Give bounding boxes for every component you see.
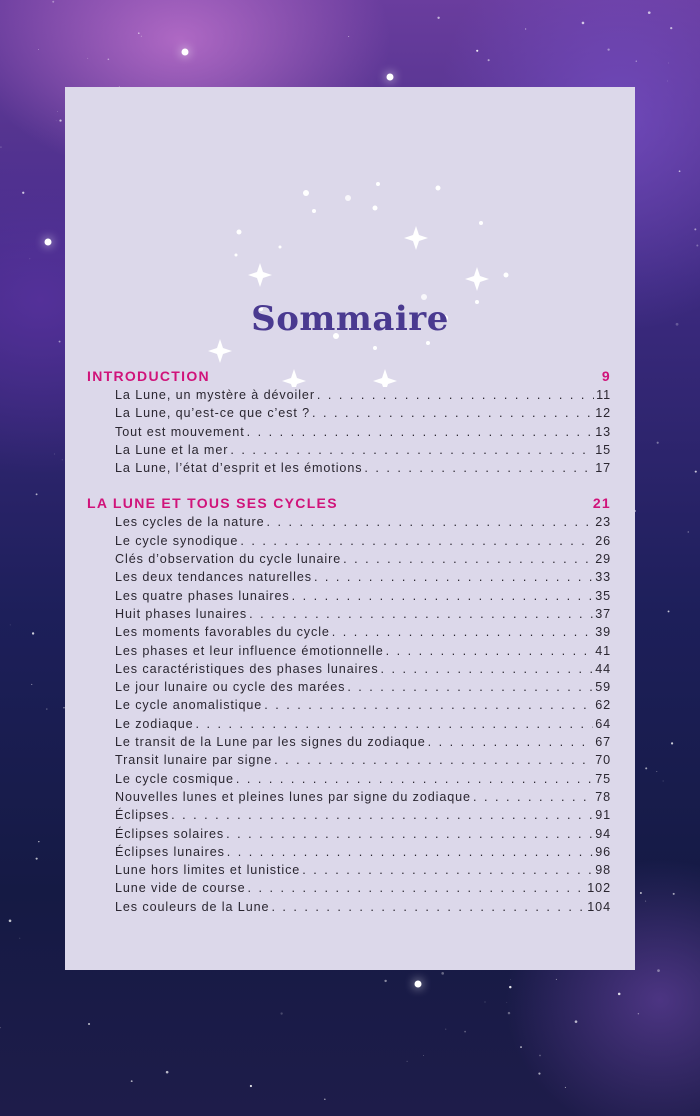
toc-entry [115,423,611,441]
entry-label: Le transit de la Lune par les signes du zodiaque [115,735,426,750]
dot-leader [230,441,593,459]
star [509,986,511,988]
entry-label: Éclipses [115,808,170,823]
entry-page: 94 [595,826,611,841]
star [636,61,637,62]
star [348,36,349,37]
entry-page: 62 [595,698,611,713]
star [668,63,669,64]
star [506,1002,507,1003]
dot-leader [347,678,593,696]
star [141,36,142,37]
toc-entry [115,770,611,788]
star [510,979,511,980]
entry-label: La Lune et la mer [115,442,229,457]
entry-page: 39 [595,625,611,640]
dot-leader [302,861,593,879]
toc-entry [115,788,611,806]
star [324,1098,326,1100]
entry-page: 75 [595,771,611,786]
toc-entry [115,898,611,916]
dot-leader [264,696,593,714]
star [36,493,38,495]
toc-entry [115,386,611,404]
toc-entry [115,532,611,550]
star [87,58,88,59]
entry-label: Le cycle anomalistique [115,698,263,713]
entry-page: 78 [595,789,611,804]
star [476,50,478,52]
entry-label: Le cycle cosmique [115,771,234,786]
star [62,459,63,460]
entry-label: Huit phases lunaires [115,606,248,621]
entry-label: Éclipses lunaires [115,844,225,859]
toc-entry [115,825,611,843]
bright-star [182,49,189,56]
star [668,610,670,612]
star [29,258,30,259]
star [280,1012,282,1014]
section-title: INTRODUCTION [87,368,210,384]
dot-leader [364,459,593,477]
star [36,858,38,860]
star [88,1023,90,1025]
dot-leader [312,404,593,422]
sparkle-icon [404,226,428,250]
star [508,1012,510,1014]
entry-page: 64 [595,716,611,731]
entry-label: Le cycle synodique [115,533,239,548]
star [406,1061,407,1062]
star [538,1073,540,1075]
entry-page: 70 [595,753,611,768]
entry-label: La Lune, l’état d’esprit et les émotions [115,461,363,476]
dot-leader [386,642,594,660]
star [645,767,647,769]
dot-leader [473,788,593,806]
toc-entry [115,678,611,696]
entry-page: 12 [595,406,611,421]
entry-label: Tout est mouvement [115,424,245,439]
toc-entry [115,879,611,897]
section-page: 21 [592,495,611,512]
dot-leader [196,715,594,733]
entry-page: 91 [595,808,611,823]
star [565,1087,566,1088]
entry-page: 11 [596,388,611,402]
dot-leader [332,623,593,641]
entry-label: Lune vide de course [115,881,246,896]
star [56,120,57,121]
entry-page: 15 [595,442,611,457]
section-heading [87,367,611,386]
section-title: LA LUNE ET TOUS SES CYCLES [87,495,338,512]
toc-entry [115,605,611,623]
toc-entry [115,696,611,714]
star [667,81,668,82]
toc-entry [115,843,611,861]
star [488,59,490,61]
star [108,58,110,60]
entry-page: 23 [595,515,611,530]
entry-label: Nouvelles lunes et pleines lunes par signe du zodiaque [115,789,471,804]
sparkle-icon [248,263,272,287]
star [32,632,34,634]
entry-page: 102 [587,881,611,896]
star [679,170,681,172]
star [9,919,12,922]
entry-label: Les deux tendances naturelles [115,570,312,585]
entry-page: 98 [595,863,611,878]
star [582,22,585,25]
star [437,17,439,19]
star [464,1031,466,1033]
star [696,245,698,247]
star [57,111,58,112]
dot-leader [171,806,593,824]
toc-entry [115,404,611,422]
entry-label: Les phases et leur influence émotionnelle [115,643,384,658]
dot-leader [343,550,593,568]
star [520,1046,522,1048]
entry-page: 59 [595,680,611,695]
star [485,1002,486,1003]
sparkle-icon [208,339,232,363]
toc-entry [115,550,611,568]
entry-page: 13 [595,424,611,439]
entry-page: 41 [595,643,611,658]
star [38,841,39,842]
entry-page: 33 [595,570,611,585]
star [22,192,24,194]
entry-label: Les caractéristiques des phases lunaires [115,661,379,676]
star [423,1055,424,1056]
star [31,684,32,685]
star [250,1085,252,1087]
dot-leader [314,568,593,586]
star [0,1027,1,1028]
star [384,980,386,982]
dot-leader [227,843,593,861]
star [607,48,609,50]
toc-entry [115,733,611,751]
entry-page: 37 [595,606,611,621]
toc-entry [115,513,611,531]
star [59,119,61,121]
toc-entry [115,751,611,769]
bright-star [387,74,394,81]
star [10,625,11,626]
star [575,1020,578,1023]
dot-leader [428,733,594,751]
star [59,341,61,343]
star [0,146,1,147]
entry-page: 67 [595,735,611,750]
bright-star [45,239,52,246]
toc-entry [115,587,611,605]
star [695,471,697,473]
section-heading [87,494,611,513]
toc-entry [115,568,611,586]
star [671,742,673,744]
entry-page: 26 [595,533,611,548]
toc-entry [115,806,611,824]
dot-leader [381,660,594,678]
star [38,49,39,50]
dot-leader [240,532,593,550]
star [54,454,55,455]
entry-label: Lune hors limites et lunistice [115,863,301,878]
star [556,979,557,980]
sparkles-decoration [65,127,635,387]
entry-page: 29 [595,552,611,567]
star [131,1080,133,1082]
star [525,28,526,29]
star [657,969,660,972]
toc-entry [115,623,611,641]
toc-entry [115,715,611,733]
star [645,901,646,902]
toc-entry [115,861,611,879]
entry-label: Le zodiaque [115,716,194,731]
entry-page: 96 [595,844,611,859]
star [648,11,651,14]
star [688,531,689,532]
dot-leader [317,386,594,404]
star [52,1,54,3]
star [673,893,675,895]
star [663,781,664,782]
section-page: 9 [601,368,611,384]
entry-page: 44 [595,661,611,676]
dot-leader [247,423,594,441]
toc-entry [115,459,611,477]
star [446,1029,447,1030]
table-of-contents [87,367,611,916]
star [670,27,672,29]
dot-leader [226,825,593,843]
star [694,228,696,230]
dot-leader [248,879,586,897]
entry-label: Les cycles de la nature [115,515,265,530]
star [657,442,659,444]
entry-page: 35 [595,588,611,603]
entry-label: Le jour lunaire ou cycle des marées [115,680,346,695]
dot-leader [249,605,593,623]
dot-leader [271,898,585,916]
entry-label: Clés d’observation du cycle lunaire [115,552,342,567]
dot-leader [292,587,594,605]
entry-label: Les quatre phases lunaires [115,588,290,603]
toc-entry [115,660,611,678]
entry-label: Les couleurs de la Lune [115,899,270,914]
entry-label: Les moments favorables du cycle [115,625,330,640]
star [640,892,642,894]
dot-leader [274,751,593,769]
star [46,708,48,710]
star [19,938,20,939]
toc-entry [115,441,611,459]
bright-star [415,981,422,988]
entry-label: La Lune, qu’est-ce que c’est ? [115,406,311,421]
sparkle-icon [465,267,489,291]
entry-page: 104 [587,899,611,914]
star [539,1055,541,1057]
dot-leader [236,770,593,788]
star [618,993,621,996]
star [138,32,140,34]
entry-label: Éclipses solaires [115,826,225,841]
star [656,771,657,772]
entry-label: Transit lunaire par signe [115,753,273,768]
toc-entry [115,642,611,660]
star [441,972,444,975]
entry-label: La Lune, un mystère à dévoiler [115,388,315,402]
star [166,1071,169,1074]
entry-page: 17 [595,461,611,476]
page-title: Sommaire [251,299,449,339]
star [676,323,679,326]
star [638,1013,639,1014]
dot-leader [267,513,594,531]
